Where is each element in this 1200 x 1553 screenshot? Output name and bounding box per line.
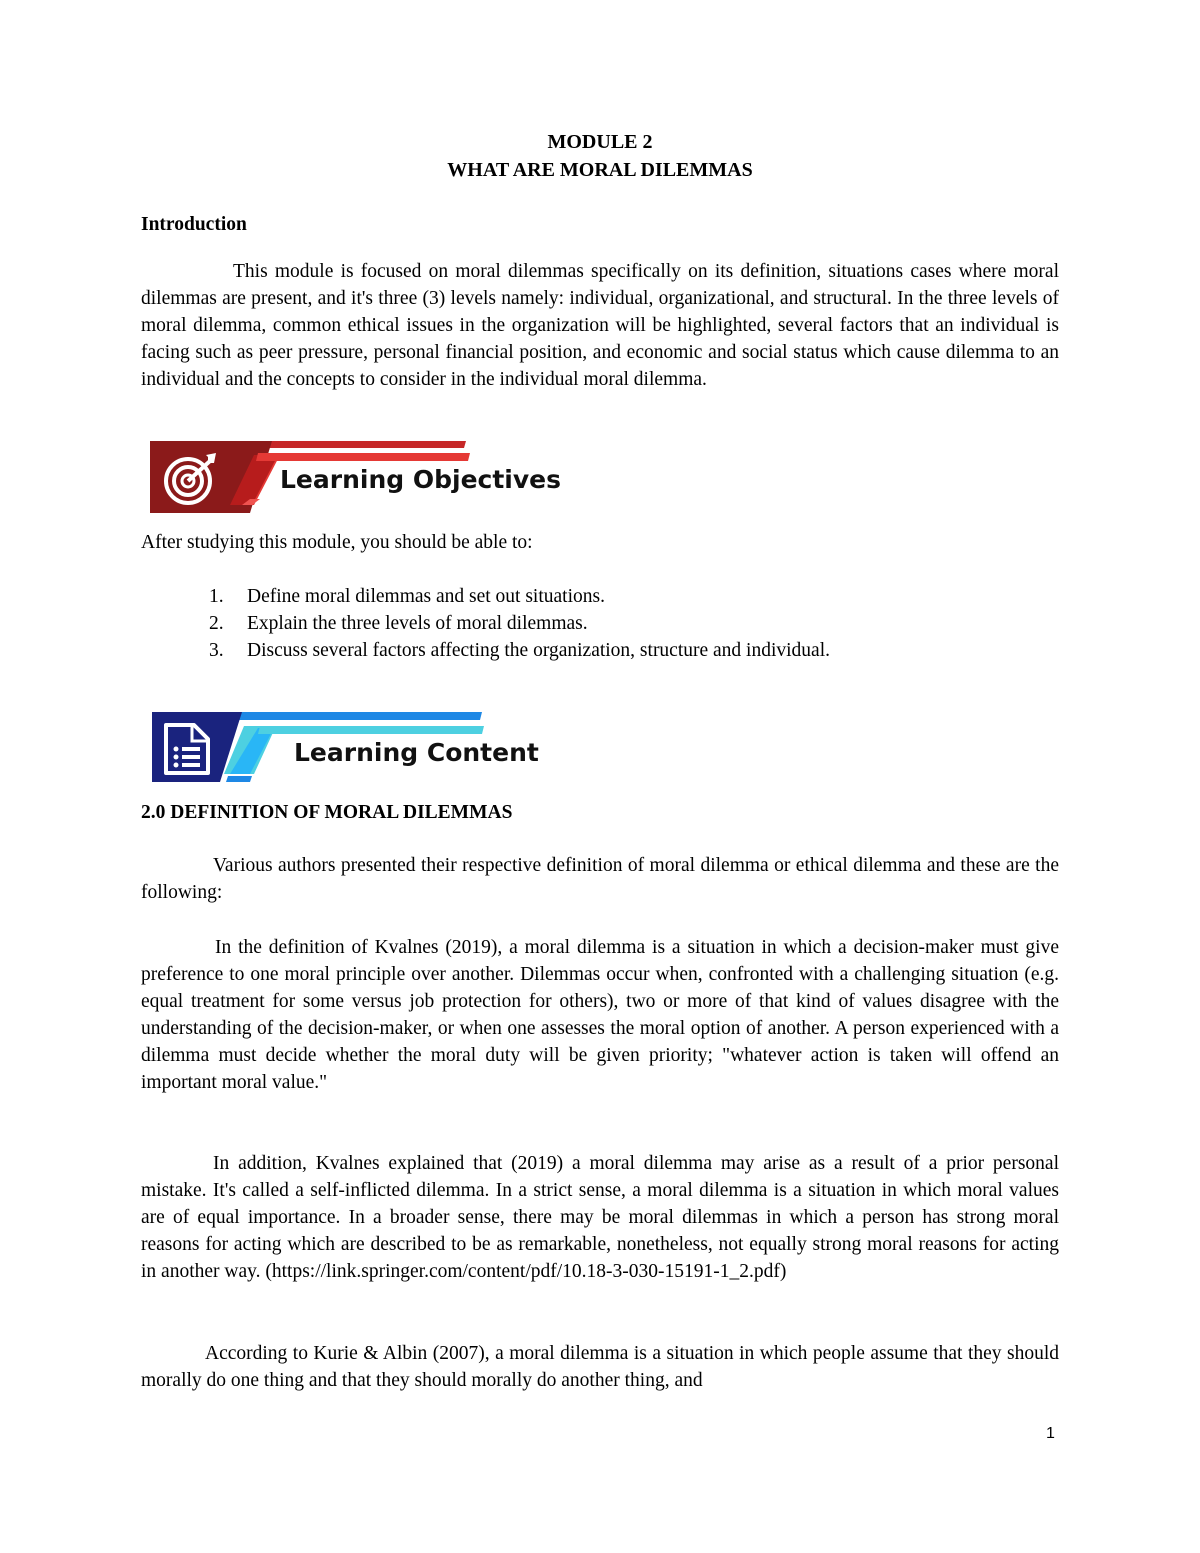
- list-item-number: 2.: [209, 613, 224, 634]
- list-item-text: Define moral dilemmas and set out situations.: [247, 586, 605, 607]
- module-number: MODULE 2: [547, 131, 653, 153]
- learning-content-banner: [150, 712, 550, 784]
- list-item: [141, 610, 1059, 637]
- page-number: 1: [1046, 1425, 1055, 1442]
- content-paragraph: [141, 1150, 1059, 1285]
- paragraph-text: In addition, Kvalnes explained that (2019) a moral dilemma may arise as a result of a prior personal mistake. It's called a self-inflicted dilemma. In a strict sense, a moral dilemma is a situation in which moral values are of equal importance. In a broader sense, there may be moral dilemmas in which a person has strong moral reasons for acting which are described to be as remarkable, nonetheless, not equally strong moral reasons for acting in another way. (https://link.springer.com/content/pdf/10.18-3-030-15191-1_2.pdf): [141, 1153, 1059, 1282]
- list-item: [141, 583, 1059, 610]
- list-item-number: 1.: [209, 586, 224, 607]
- content-paragraph: [141, 1340, 1059, 1394]
- introduction-text: This module is focused on moral dilemmas specifically on its definition, situations cases where moral dilemmas are present, and it's three (3) levels namely: individual, organizational, and structural. In the three levels of moral dilemma, common ethical issues in the organization will be highlighted, several factors that an individual is facing such as peer pressure, personal financial position, and economic and social status which cause dilemma to an individual and the concepts to consider in the individual moral dilemma.: [141, 261, 1059, 390]
- learning-content-title: Learning Content: [294, 738, 539, 767]
- paragraph-text: According to Kurie & Albin (2007), a moral dilemma is a situation in which people assume that they should morally do one thing and that they should morally do another thing, and: [141, 1343, 1059, 1391]
- content-paragraph: [141, 852, 1059, 906]
- objectives-list: [141, 583, 1059, 664]
- objectives-intro: After studying this module, you should be able to:: [141, 532, 533, 553]
- list-item-number: 3.: [209, 640, 224, 661]
- objectives-list-container: [141, 583, 1059, 664]
- list-item-text: Explain the three levels of moral dilemmas.: [247, 613, 588, 634]
- learning-objectives-banner: [150, 441, 561, 513]
- introduction-paragraph: [141, 258, 1059, 393]
- list-item: [141, 637, 1059, 664]
- paragraph-text: Various authors presented their respective definition of moral dilemma or ethical dilemma and these are the following:: [141, 855, 1059, 903]
- document-list-icon: [162, 721, 214, 777]
- section-heading: 2.0 DEFINITION OF MORAL DILEMMAS: [141, 802, 513, 823]
- target-icon: [158, 449, 224, 509]
- module-title: WHAT ARE MORAL DILEMMAS: [447, 159, 753, 181]
- list-item-text: Discuss several factors affecting the organization, structure and individual.: [247, 640, 831, 661]
- paragraph-text: In the definition of Kvalnes (2019), a moral dilemma is a situation in which a decision-maker must give preference to one moral principle over another. Dilemmas occur when, confronted with a challenging situation (e.g. equal treatment for some versus job protection for others), two or more of that kind of values disagree with the understanding of the decision-maker, or when one assesses the moral option of another. A person experienced with a dilemma must decide whether the moral duty will be given priority; "whatever action is taken will offend an important moral value.": [141, 937, 1059, 1093]
- learning-objectives-title: Learning Objectives: [280, 465, 561, 494]
- content-paragraph: [141, 934, 1059, 1096]
- introduction-heading: Introduction: [141, 214, 247, 235]
